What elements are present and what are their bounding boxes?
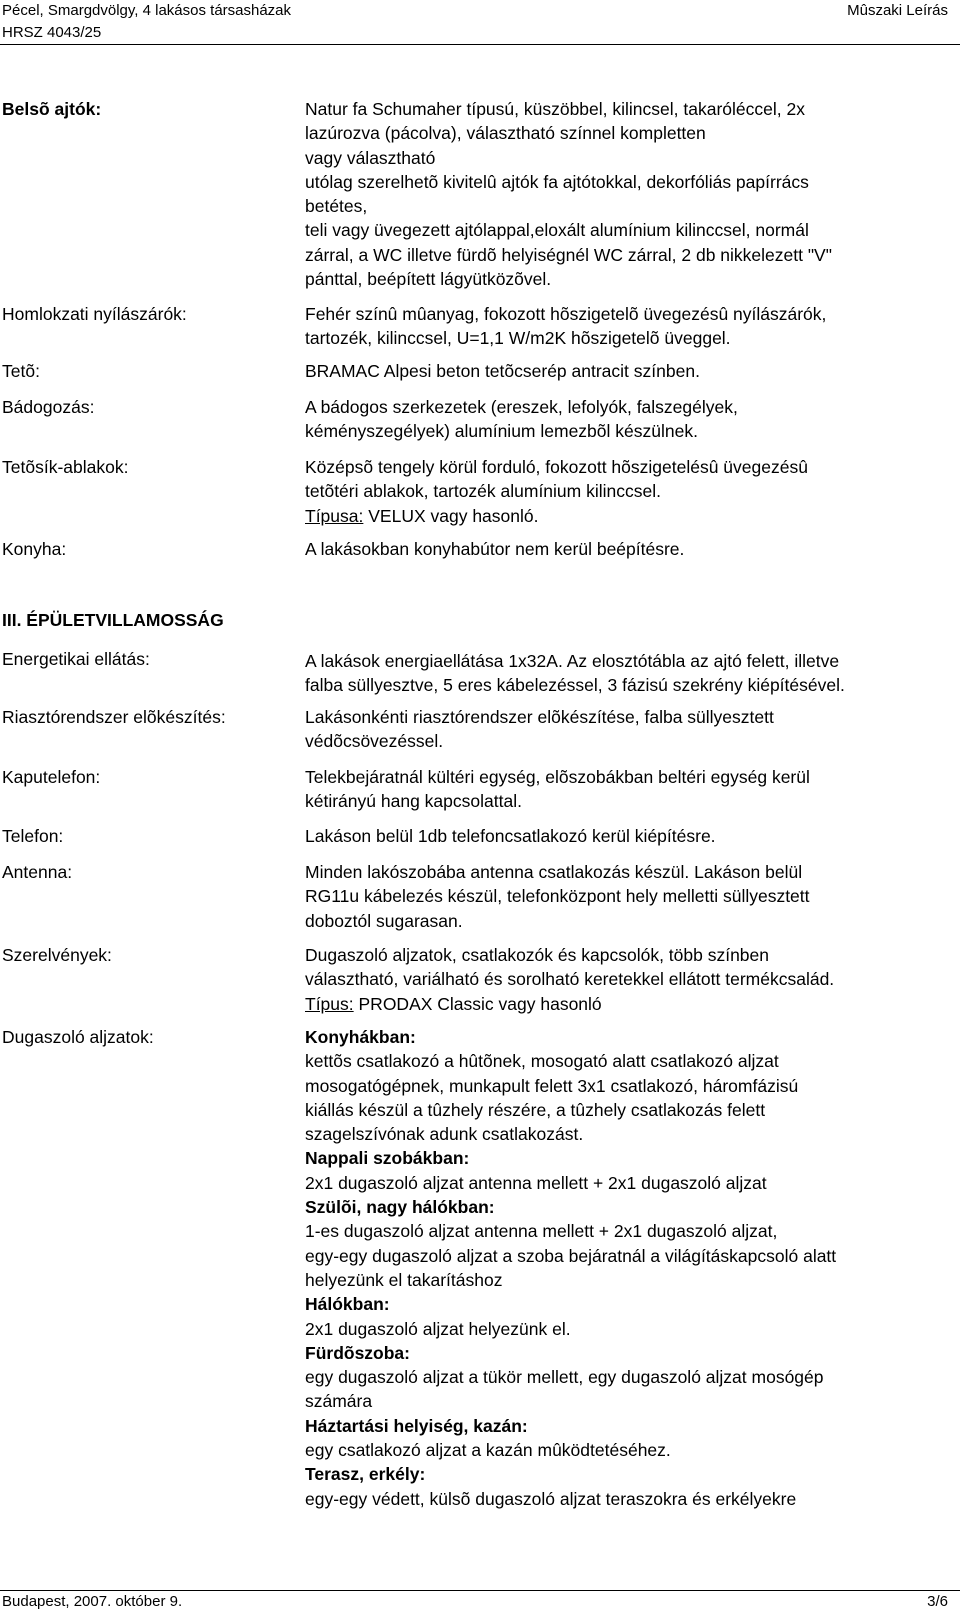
subheading-szuloi: Szülõi, nagy hálókban: [305,1197,495,1218]
text-riaszto [305,705,952,754]
text-belso-ajtok [305,97,952,291]
footer-page-number: 3/6 [927,1593,948,1610]
subheading-terasz: Terasz, erkély: [305,1464,426,1485]
text-line: BRAMAC Alpesi beton tetõcserép antracit színben. [305,361,700,381]
label-szerelvenyek: Szerelvények: [2,945,112,965]
text-line: Lakáson belül 1db telefoncsatlakozó kerül kiépítésre. [305,826,716,846]
text-line: lazúrozva (pácolva), választható színnel kompletten [305,123,706,144]
text-teto [305,359,952,383]
text-line: egy csatlakozó aljzat a kazán mûködtetéséhez. [305,1440,671,1461]
type-label: Típusa: [305,505,364,526]
subheading-halokban: Hálókban: [305,1294,390,1315]
header-doc-title: Mûszaki Leírás [847,2,948,19]
text-line: A bádogos szerkezetek (ereszek, lefolyók, falszegélyek, [305,397,738,417]
label-energetikai-ellatas: Energetikai ellátás: [2,649,150,669]
label-dugaszolo-aljzatok: Dugaszoló aljzatok: [2,1027,154,1047]
text-line: szagelszívónak adunk csatlakozást. [305,1124,584,1145]
label-riasztorendszer: Riasztórendszer elõkészítés: [2,707,226,727]
text-line: választható, variálható és sorolható keretekkel ellátott termékcsalád. [305,969,835,990]
label-telefon: Telefon: [2,826,64,846]
type-line [305,992,952,1016]
label-kaputelefon: Kaputelefon: [2,767,101,787]
label-badogozas: Bádogozás: [2,397,95,417]
subheading-haztartasi: Háztartási helyiség, kazán: [305,1415,528,1436]
text-line: doboztól sugarasan. [305,910,463,931]
text-line: kiállás készül a tûzhely részére, a tûzhely csatlakozás felett [305,1099,766,1120]
text-konyha [305,537,952,561]
header-hrsz: HRSZ 4043/25 [2,24,102,41]
label-belso-ajtok: Belsõ ajtók: [2,99,102,119]
text-line: utólag szerelhetõ kivitelû ajtók fa ajtótokkal, dekorfóliás papírrács [305,171,809,192]
text-line: Minden lakószobába antenna csatlakozás készül. Lakáson belül [305,862,803,882]
type-value: PRODAX Classic vagy hasonló [353,993,602,1014]
label-tetosik-ablakok: Tetõsík-ablakok: [2,457,129,477]
subheading-nappali: Nappali szobákban: [305,1148,470,1169]
text-telefon [305,824,952,848]
text-line: kéményszegélyek) alumínium lemezbõl készülnek. [305,421,698,442]
text-line: mosogatógépnek, munkapult felett 3x1 csatlakozó, háromfázisú [305,1075,799,1096]
text-line: zárral, a WC illetve fürdõ helyiségnél WC zárral, 2 db nikkelezett "V" [305,244,832,265]
text-line: tetõtéri ablakok, tartozék alumínium kilinccsel. [305,481,661,502]
text-dugaszolo [305,1025,952,1511]
text-energetikai [305,649,952,698]
text-line: falba süllyesztve, 5 eres kábelezéssel, 3 fázisú szekrény kiépítésével. [305,675,845,696]
text-line: helyezünk el takarításhoz [305,1269,503,1290]
text-line: számára [305,1391,373,1412]
text-line: teli vagy üvegezett ajtólappal,eloxált alumínium kilinccsel, normál [305,220,809,241]
text-line: pánttal, beépített lágyütközõvel. [305,269,552,290]
text-line: Telekbejáratnál kültéri egység, elõszobákban beltéri egység kerül [305,767,810,787]
text-line: Fehér színû mûanyag, fokozott hõszigetelõ üvegezésû nyílászárók, [305,304,827,324]
text-kaputelefon [305,765,952,814]
text-line: tartozék, kilinccsel, U=1,1 W/m2K hõszigetelõ üveggel. [305,328,731,349]
text-line: A lakásokban konyhabútor nem kerül beépítésre. [305,539,685,559]
text-badogozas [305,395,952,444]
text-line: 2x1 dugaszoló aljzat antenna mellett + 2x1 dugaszoló aljzat [305,1172,767,1193]
label-antenna: Antenna: [2,862,73,882]
text-line: Dugaszoló aljzatok, csatlakozók és kapcsolók, több színben [305,945,770,965]
text-line: Natur fa Schumaher típusú, küszöbbel, kilincsel, takaróléccel, 2x [305,99,805,119]
text-line: egy-egy dugaszoló aljzat a szoba bejáratnál a világításkapcsoló alatt [305,1245,837,1266]
label-konyha: Konyha: [2,539,67,559]
type-value: VELUX vagy hasonló. [363,505,539,526]
page-header-left [2,0,291,44]
label-teto: Tetõ: [2,361,40,381]
text-line: egy-egy védett, külsõ dugaszoló aljzat teraszokra és erkélyekre [305,1488,797,1509]
text-szerelvenyek [305,943,952,1016]
text-line: RG11u kábelezés készül, telefonközpont hely melletti süllyesztett [305,886,810,907]
text-line: egy dugaszoló aljzat a tükör mellett, egy dugaszoló aljzat mosógép [305,1367,824,1388]
text-line: 1-es dugaszoló aljzat antenna mellett + 2x1 dugaszoló aljzat, [305,1221,778,1242]
text-tetosik [305,455,952,528]
section-title: III. ÉPÜLETVILLAMOSSÁG [2,610,224,630]
header-rule [0,44,960,45]
text-line: vagy választható [305,147,436,168]
text-line: kétirányú hang kapcsolattal. [305,791,522,812]
text-homlokzati [305,302,952,351]
text-antenna [305,860,952,933]
text-line: védõcsövezéssel. [305,731,444,752]
subheading-konyhakban: Konyhákban: [305,1027,416,1047]
text-line: kettõs csatlakozó a hûtõnek, mosogató alatt csatlakozó aljzat [305,1051,779,1072]
footer-date: Budapest, 2007. október 9. [2,1593,183,1610]
text-line: 2x1 dugaszoló aljzat helyezünk el. [305,1318,571,1339]
type-label: Típus: [305,993,354,1014]
text-line: Lakásonkénti riasztórendszer elõkészítése, falba süllyesztett [305,707,774,727]
subheading-furdoszoba: Fürdõszoba: [305,1342,410,1363]
header-project: Pécel, Smargdvölgy, 4 lakásos társasházak [2,2,292,19]
type-line [305,504,952,528]
text-line: Középsõ tengely körül forduló, fokozott hõszigetelésû üvegezésû [305,457,808,477]
text-line: betétes, [305,196,368,217]
text-line: A lakások energiaellátása 1x32A. Az elosztótábla az ajtó felett, illetve [305,651,840,671]
label-homlokzati-nyilaszarok: Homlokzati nyílászárók: [2,304,187,324]
